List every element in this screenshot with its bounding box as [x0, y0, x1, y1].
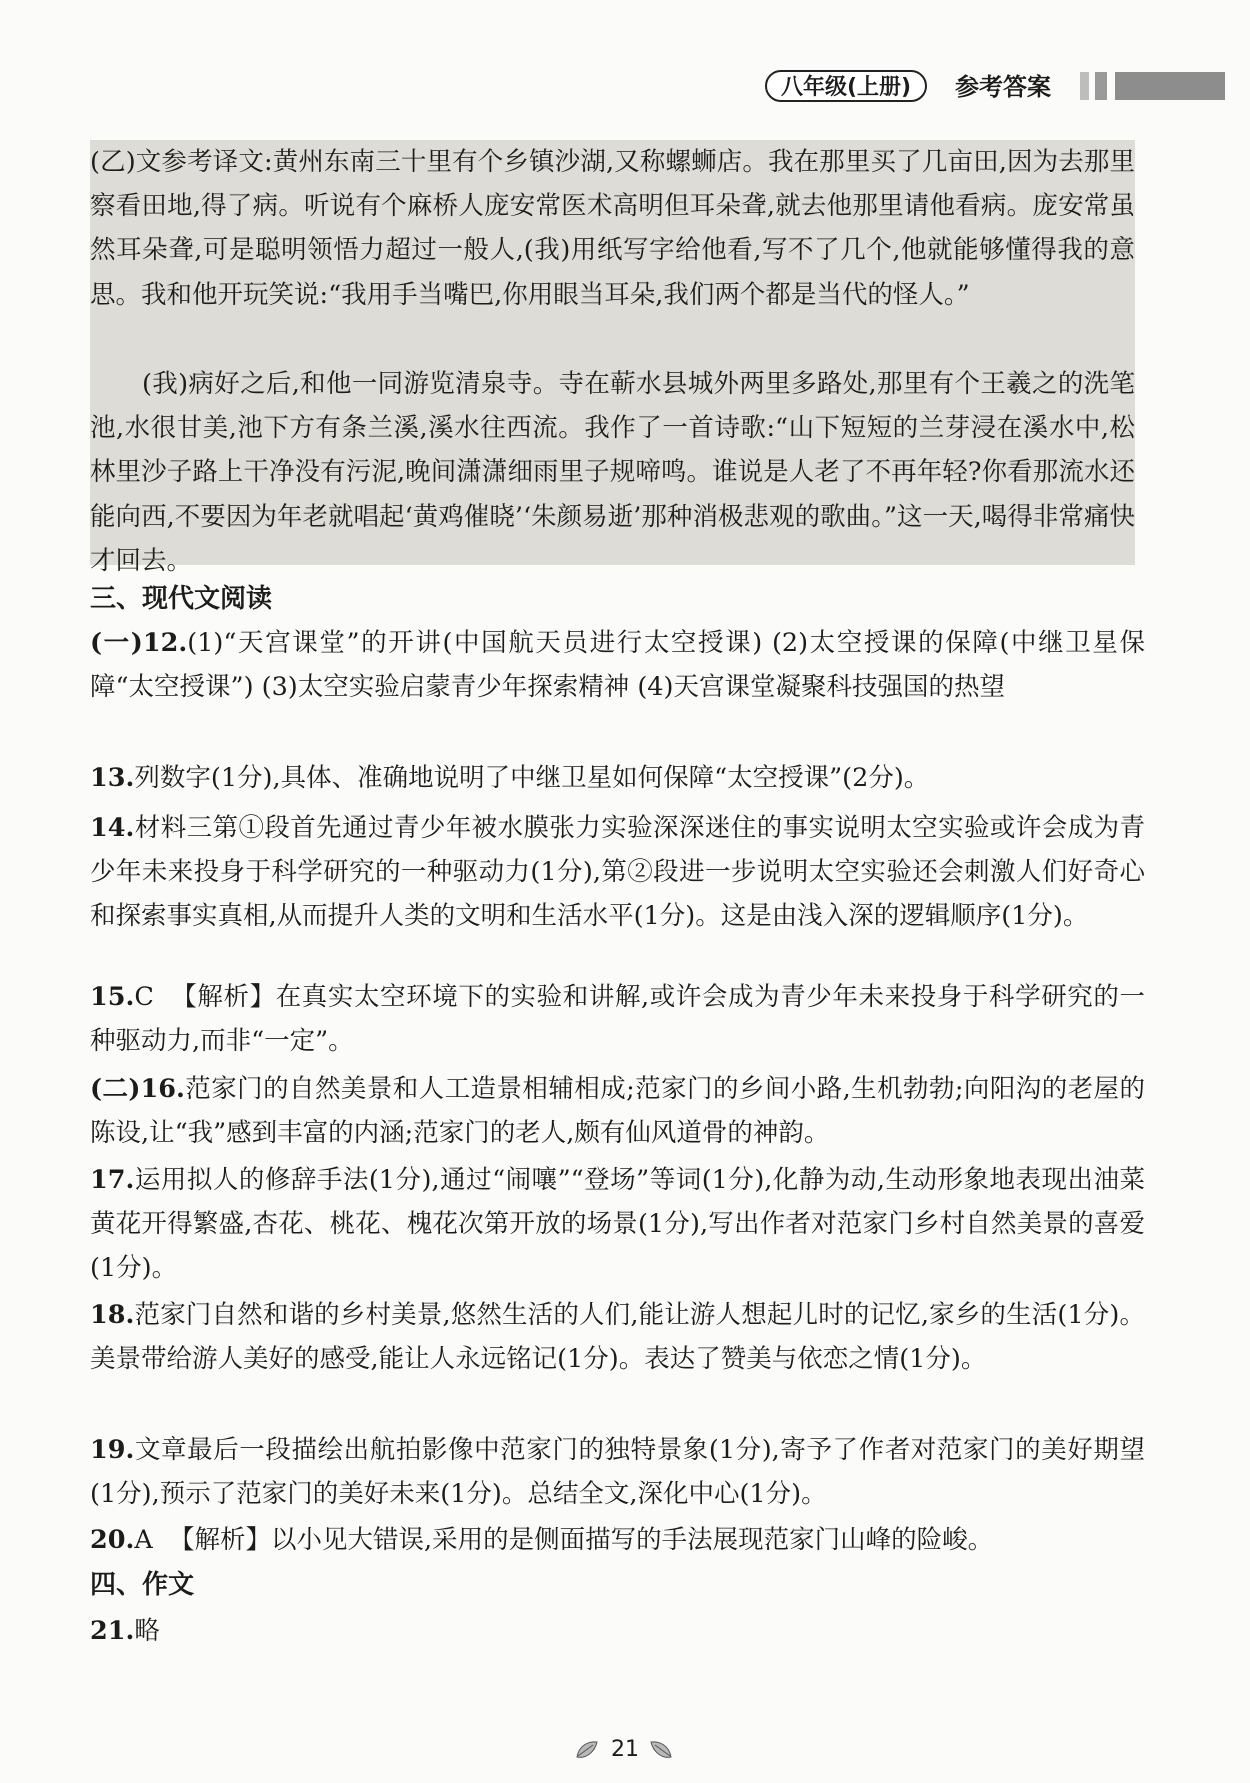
header-stripe — [1095, 72, 1107, 100]
question-number: 18. — [90, 1300, 135, 1330]
question-16 — [90, 1067, 1145, 1155]
grade-label: 八年级(上册) — [765, 70, 927, 102]
question-number: (一)12. — [90, 628, 188, 658]
leaf-left-icon — [575, 1739, 599, 1761]
question-number: 14. — [90, 813, 135, 843]
header-stripe — [1080, 72, 1089, 100]
question-14 — [90, 806, 1145, 938]
answer-choice: C — [134, 982, 154, 1012]
answer-text: (1)“天宫课堂”的开讲(中国航天员进行太空授课) (2)太空授课的保障(中继卫星保障“太空授课”) (3)太空实验启蒙青少年探索精神 (4)天宫课堂凝聚科技强国的热望 — [90, 628, 1145, 702]
analysis-tag: 【解析】 — [169, 1525, 272, 1555]
answer-text: 以小见大错误,采用的是侧面描写的手法展现范家门山峰的险峻。 — [271, 1525, 994, 1555]
question-21 — [90, 1609, 390, 1653]
question-number: 21. — [90, 1616, 135, 1646]
section-heading-reading: 三、现代文阅读 — [90, 584, 273, 614]
question-number: 20. — [90, 1525, 135, 1555]
answer-text: 范家门自然和谐的乡村美景,悠然生活的人们,能让游人想起儿时的记忆,家乡的生活(1分)。美景带给游人美好的感受,能让人永远铭记(1分)。表达了赞美与依恋之情(1分)。 — [90, 1300, 1145, 1374]
question-number: 13. — [90, 763, 135, 793]
question-19 — [90, 1428, 1145, 1516]
answer-text: 运用拟人的修辞手法(1分),通过“闹嚷”“登场”等词(1分),化静为动,生动形象地表现出油菜黄花开得繁盛,杏花、桃花、槐花次第开放的场景(1分),写出作者对范家门乡村自然美景的喜爱(1分)。 — [90, 1165, 1145, 1283]
answer-text: 范家门的自然美景和人工造景相辅相成;范家门的乡间小路,生机勃勃;向阳沟的老屋的陈设,让“我”感到丰富的内涵;范家门的老人,颇有仙风道骨的神韵。 — [90, 1074, 1145, 1148]
page-header — [0, 66, 1250, 108]
page-number: 21 — [611, 1737, 639, 1762]
answer-text: 列数字(1分),具体、准确地说明了中继卫星如何保障“太空授课”(2分)。 — [134, 763, 930, 793]
answer-text: 略 — [134, 1616, 160, 1646]
answer-text: 文章最后一段描绘出航拍影像中范家门的独特景象(1分),寄予了作者对范家门的美好期望(1分),预示了范家门的美好未来(1分)。总结全文,深化中心(1分)。 — [90, 1435, 1145, 1509]
answer-text: 在真实太空环境下的实验和讲解,或许会成为青少年未来投身于科学研究的一种驱动力,而非“一定”。 — [90, 982, 1145, 1056]
analysis-tag: 【解析】 — [171, 982, 276, 1012]
section-heading-writing: 四、作文 — [90, 1570, 195, 1600]
question-18 — [90, 1293, 1145, 1381]
question-20 — [90, 1518, 1145, 1562]
header-stripe — [1115, 72, 1225, 100]
question-number: 15. — [90, 982, 135, 1012]
translation-paragraph-2: (我)病好之后,和他一同游览清泉寺。寺在蕲水县城外两里多路处,那里有个王羲之的洗笔池,水很甘美,池下方有条兰溪,溪水往西流。我作了一首诗歌:“山下短短的兰芽浸在溪水中,松林里沙子路上干净没有污泥,晚间潇潇细雨里子规啼鸣。谁说是人老了不再年轻?你看那流水还能向西,不要因为年老就唱起‘黄鸡催晓’‘朱颜易逝’那种消极悲观的歌曲。”这一天,喝得非常痛快才回去。 — [90, 369, 1135, 576]
leaf-right-icon — [649, 1739, 673, 1761]
question-13 — [90, 756, 1145, 800]
header-title: 参考答案 — [955, 73, 1051, 101]
answer-text: 材料三第①段首先通过青少年被水膜张力实验深深迷住的事实说明太空实验或许会成为青少年未来投身于科学研究的一种驱动力(1分),第②段进一步说明太空实验还会刺激人们好奇心和探索事实真相,从而提升人类的文明和生活水平(1分)。这是由浅入深的逻辑顺序(1分)。 — [90, 813, 1145, 931]
translation-block — [90, 140, 1135, 576]
question-12 — [90, 621, 1145, 709]
page-footer — [575, 1735, 675, 1765]
question-15 — [90, 975, 1145, 1063]
question-number: 19. — [90, 1435, 135, 1465]
question-number: 17. — [90, 1165, 135, 1195]
answer-choice: A — [134, 1525, 153, 1555]
translation-paragraph-1: (乙)文参考译文:黄州东南三十里有个乡镇沙湖,又称螺蛳店。我在那里买了几亩田,因为去那里察看田地,得了病。听说有个麻桥人庞安常医术高明但耳朵聋,就去他那里请他看病。庞安常虽然耳朵聋,可是聪明领悟力超过一般人,(我)用纸写字给他看,写不了几个,他就能够懂得我的意思。我和他开玩笑说:“我用手当嘴巴,你用眼当耳朵,我们两个都是当代的怪人。” — [90, 147, 1135, 310]
question-number: (二)16. — [90, 1074, 185, 1104]
question-17 — [90, 1158, 1145, 1290]
